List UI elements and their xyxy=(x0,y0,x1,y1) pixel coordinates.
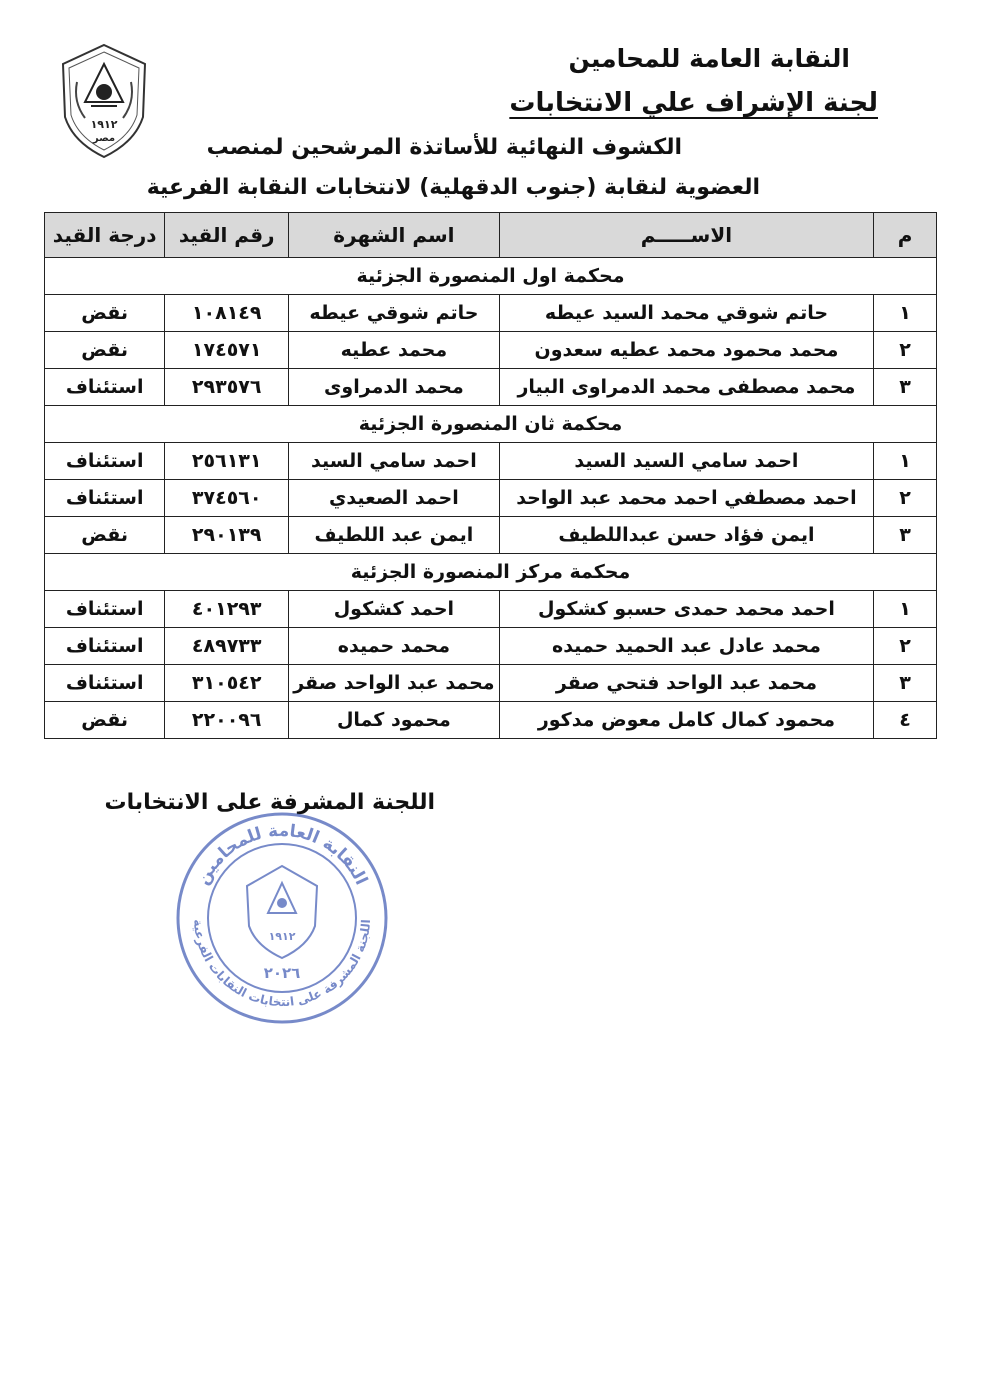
official-stamp xyxy=(172,808,392,1028)
cell-reg: ٢٥٦١٣١ xyxy=(165,443,289,480)
cell-name: محمد محمود محمد عطيه سعدون xyxy=(499,332,873,369)
logo-year: ١٩١٢ xyxy=(90,118,118,131)
cell-alias: احمد كشكول xyxy=(289,591,500,628)
cell-num: ٣ xyxy=(874,369,937,406)
candidates-table xyxy=(44,212,937,739)
cell-grade: نقض xyxy=(45,295,165,332)
syndicate-logo xyxy=(55,42,153,160)
stamp-founded: ١٩١٢ xyxy=(268,930,296,943)
cell-alias: محمد عبد الواحد صقر xyxy=(289,665,500,702)
cell-reg: ١٧٤٥٧١ xyxy=(165,332,289,369)
col-header-grade: درجة القيد xyxy=(45,213,165,258)
col-header-alias: اسم الشهرة xyxy=(289,213,500,258)
cell-grade: نقض xyxy=(45,517,165,554)
list-title-line2: العضوية لنقابة (جنوب الدقهلية) لانتخابات النقابة الفرعية xyxy=(146,175,760,200)
cell-grade: نقض xyxy=(45,702,165,739)
stamp-bottom-text: اللجنة المشرفة على انتخابات النقابات الفرعية xyxy=(190,918,374,1010)
cell-grade: استئناف xyxy=(45,591,165,628)
table-row xyxy=(45,591,937,628)
col-header-reg: رقم القيد xyxy=(165,213,289,258)
table-row xyxy=(45,369,937,406)
table-row xyxy=(45,628,937,665)
cell-grade: استئناف xyxy=(45,665,165,702)
list-title-line1: الكشوف النهائية للأساتذة المرشحين لمنصب xyxy=(206,135,682,160)
logo-country: مصر xyxy=(92,133,116,144)
cell-name: حاتم شوقي محمد السيد عيطه xyxy=(499,295,873,332)
col-header-name: الاســـــم xyxy=(499,213,873,258)
table-row xyxy=(45,517,937,554)
table-header-row xyxy=(45,213,937,258)
stamp-top-text: النقابة العامة للمحامين xyxy=(192,820,372,889)
cell-alias: محمد حميده xyxy=(289,628,500,665)
cell-reg: ١٠٨١٤٩ xyxy=(165,295,289,332)
cell-grade: استئناف xyxy=(45,628,165,665)
table-row xyxy=(45,295,937,332)
cell-grade: نقض xyxy=(45,332,165,369)
table-row xyxy=(45,480,937,517)
cell-num: ١ xyxy=(874,443,937,480)
cell-num: ٤ xyxy=(874,702,937,739)
cell-num: ١ xyxy=(874,295,937,332)
cell-name: احمد محمد حمدى حسبو كشكول xyxy=(499,591,873,628)
cell-reg: ٣١٠٥٤٢ xyxy=(165,665,289,702)
cell-name: ايمن فؤاد حسن عبداللطيف xyxy=(499,517,873,554)
cell-reg: ٣٧٤٥٦٠ xyxy=(165,480,289,517)
committee-title: لجنة الإشراف علي الانتخابات xyxy=(509,88,878,118)
cell-alias: احمد الصعيدي xyxy=(289,480,500,517)
cell-reg: ٤٠١٢٩٣ xyxy=(165,591,289,628)
cell-name: محمد عادل عبد الحميد حميده xyxy=(499,628,873,665)
court-title: محكمة ثان المنصورة الجزئية xyxy=(45,406,937,443)
cell-name: احمد سامي السيد السيد xyxy=(499,443,873,480)
cell-alias: محمد عطيه xyxy=(289,332,500,369)
table-row xyxy=(45,665,937,702)
signature-label: اللجنة المشرفة على الانتخابات xyxy=(104,790,435,815)
cell-reg: ٢٩٠١٣٩ xyxy=(165,517,289,554)
table-row xyxy=(45,332,937,369)
cell-alias: محمد الدمراوى xyxy=(289,369,500,406)
cell-reg: ٢٩٣٥٧٦ xyxy=(165,369,289,406)
table-row xyxy=(45,702,937,739)
org-title: النقابة العامة للمحامين xyxy=(568,44,850,73)
col-header-num: م xyxy=(874,213,937,258)
court-section-row xyxy=(45,554,937,591)
cell-reg: ٤٨٩٧٣٣ xyxy=(165,628,289,665)
cell-grade: استئناف xyxy=(45,443,165,480)
court-section-row xyxy=(45,258,937,295)
cell-num: ٢ xyxy=(874,480,937,517)
cell-name: محمود كمال كامل معوض مدكور xyxy=(499,702,873,739)
cell-name: محمد مصطفى محمد الدمراوى البيار xyxy=(499,369,873,406)
cell-num: ٣ xyxy=(874,517,937,554)
cell-num: ٢ xyxy=(874,332,937,369)
cell-name: محمد عبد الواحد فتحي صقر xyxy=(499,665,873,702)
cell-num: ١ xyxy=(874,591,937,628)
cell-grade: استئناف xyxy=(45,369,165,406)
cell-alias: حاتم شوقي عيطه xyxy=(289,295,500,332)
cell-num: ٢ xyxy=(874,628,937,665)
cell-alias: محمود كمال xyxy=(289,702,500,739)
cell-grade: استئناف xyxy=(45,480,165,517)
cell-reg: ٢٢٠٠٩٦ xyxy=(165,702,289,739)
cell-alias: احمد سامي السيد xyxy=(289,443,500,480)
cell-num: ٣ xyxy=(874,665,937,702)
court-title: محكمة اول المنصورة الجزئية xyxy=(45,258,937,295)
table-row xyxy=(45,443,937,480)
court-title: محكمة مركز المنصورة الجزئية xyxy=(45,554,937,591)
cell-name: احمد مصطفي احمد محمد عبد الواحد xyxy=(499,480,873,517)
cell-alias: ايمن عبد اللطيف xyxy=(289,517,500,554)
stamp-year: ٢٠٢٦ xyxy=(263,964,301,982)
court-section-row xyxy=(45,406,937,443)
